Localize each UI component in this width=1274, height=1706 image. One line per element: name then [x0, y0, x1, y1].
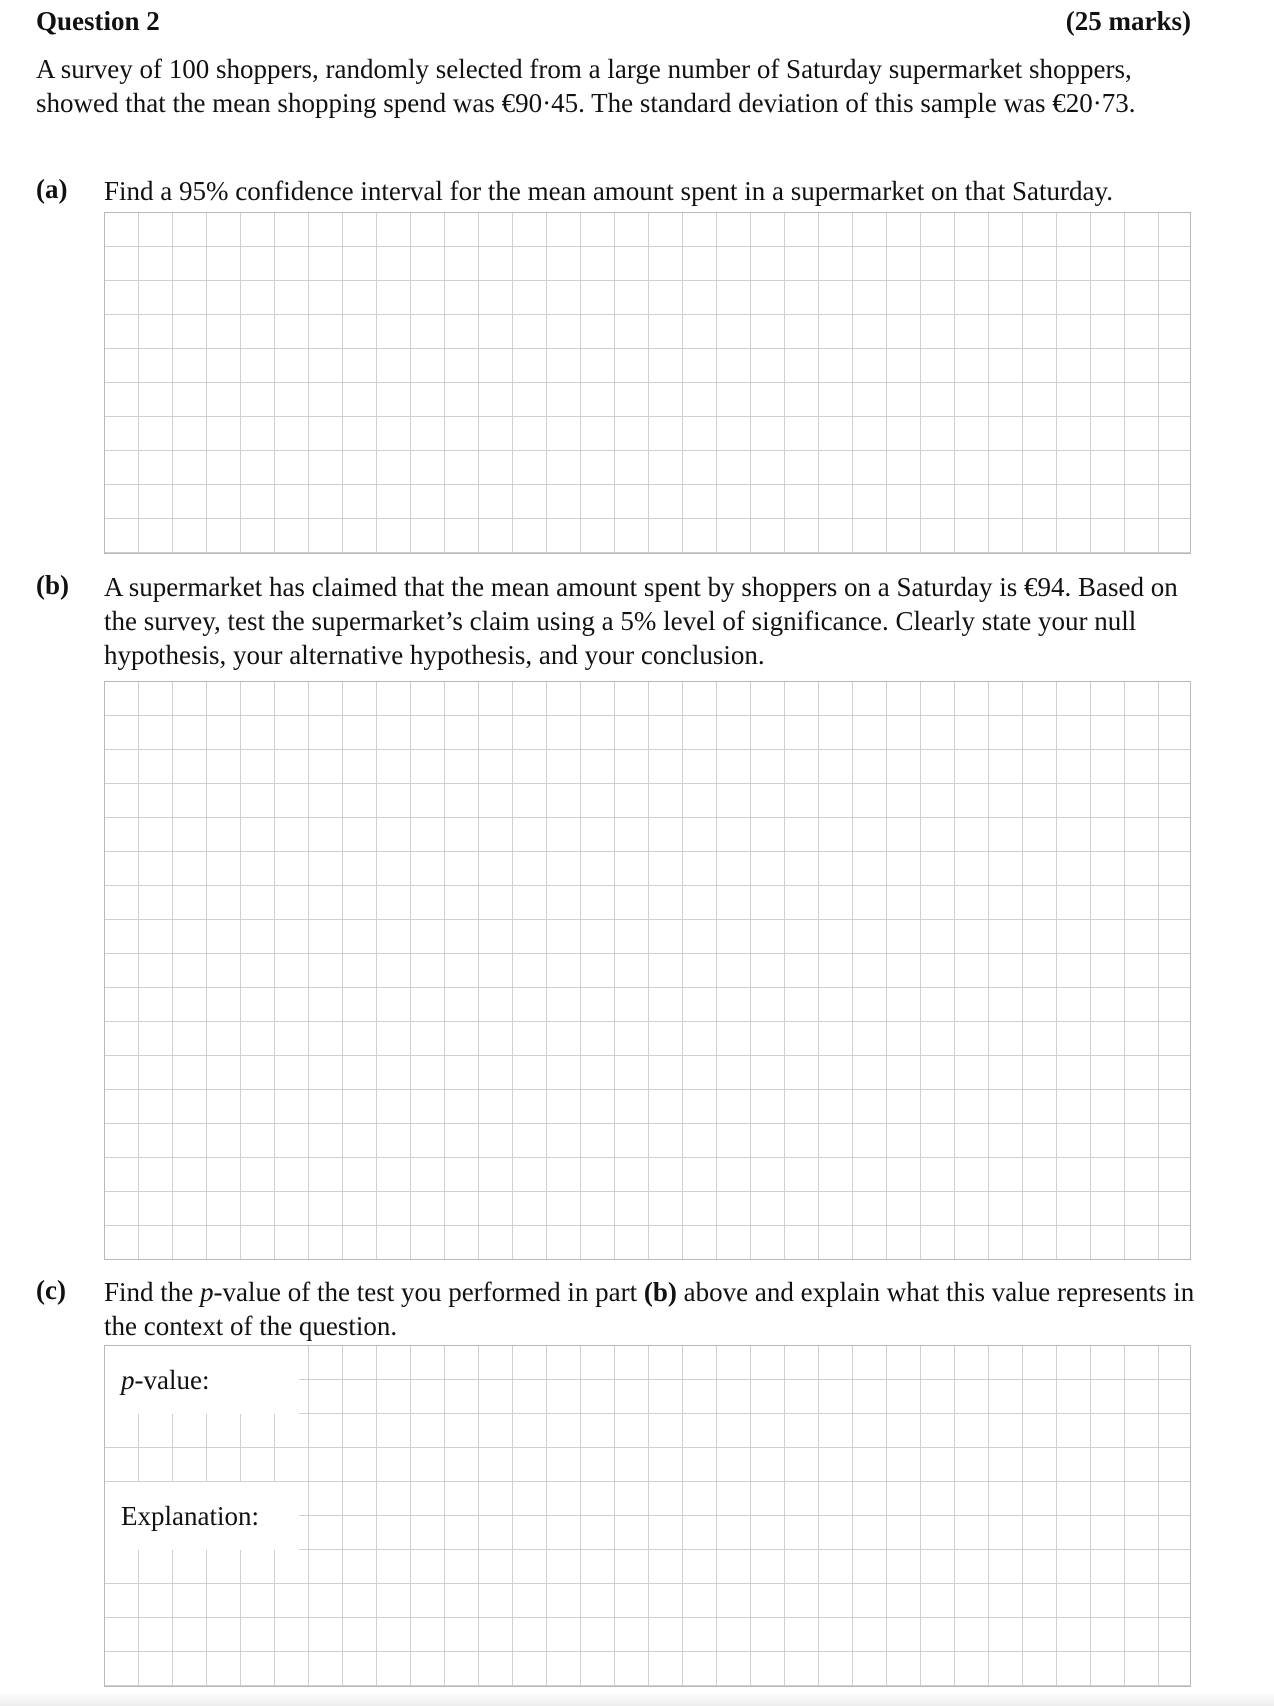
page-bottom-shade: [0, 1692, 1274, 1706]
part-a-text: Find a 95% confidence interval for the mean amount spent in a supermarket on that Saturday.: [104, 176, 1113, 206]
part-c-label: (c): [36, 1275, 66, 1305]
question-marks: (25 marks): [1065, 6, 1191, 36]
question-title: Question 2: [36, 6, 160, 36]
part-a-label: (a): [36, 174, 68, 204]
question-intro: A survey of 100 shoppers, randomly selected from a large number of Saturday supermarket shoppers, showed that the mean shopping spend was €90·45. The standard deviation of this sample was €20·73.: [36, 54, 1136, 118]
pvalue-label: p -value:: [105, 1346, 299, 1414]
part-a-answer-grid[interactable]: [104, 212, 1191, 554]
part-b-answer-grid[interactable]: [104, 681, 1191, 1260]
part-c-text: Find the p-value of the test you performed in part (b) above and explain what this value represents in the context of the question.: [104, 1277, 1195, 1341]
part-b-label: (b): [36, 570, 69, 600]
part-b-text: A supermarket has claimed that the mean amount spent by shoppers on a Saturday is €94. Based on the survey, test the supermarket’s claim using a 5% level of significance. Clearly state your null hypothesis, your alternative hypothesis, and your conclusion.: [104, 572, 1178, 670]
explanation-label: Explanation:: [105, 1482, 299, 1550]
part-c-answer-grid[interactable]: [104, 1345, 1191, 1687]
